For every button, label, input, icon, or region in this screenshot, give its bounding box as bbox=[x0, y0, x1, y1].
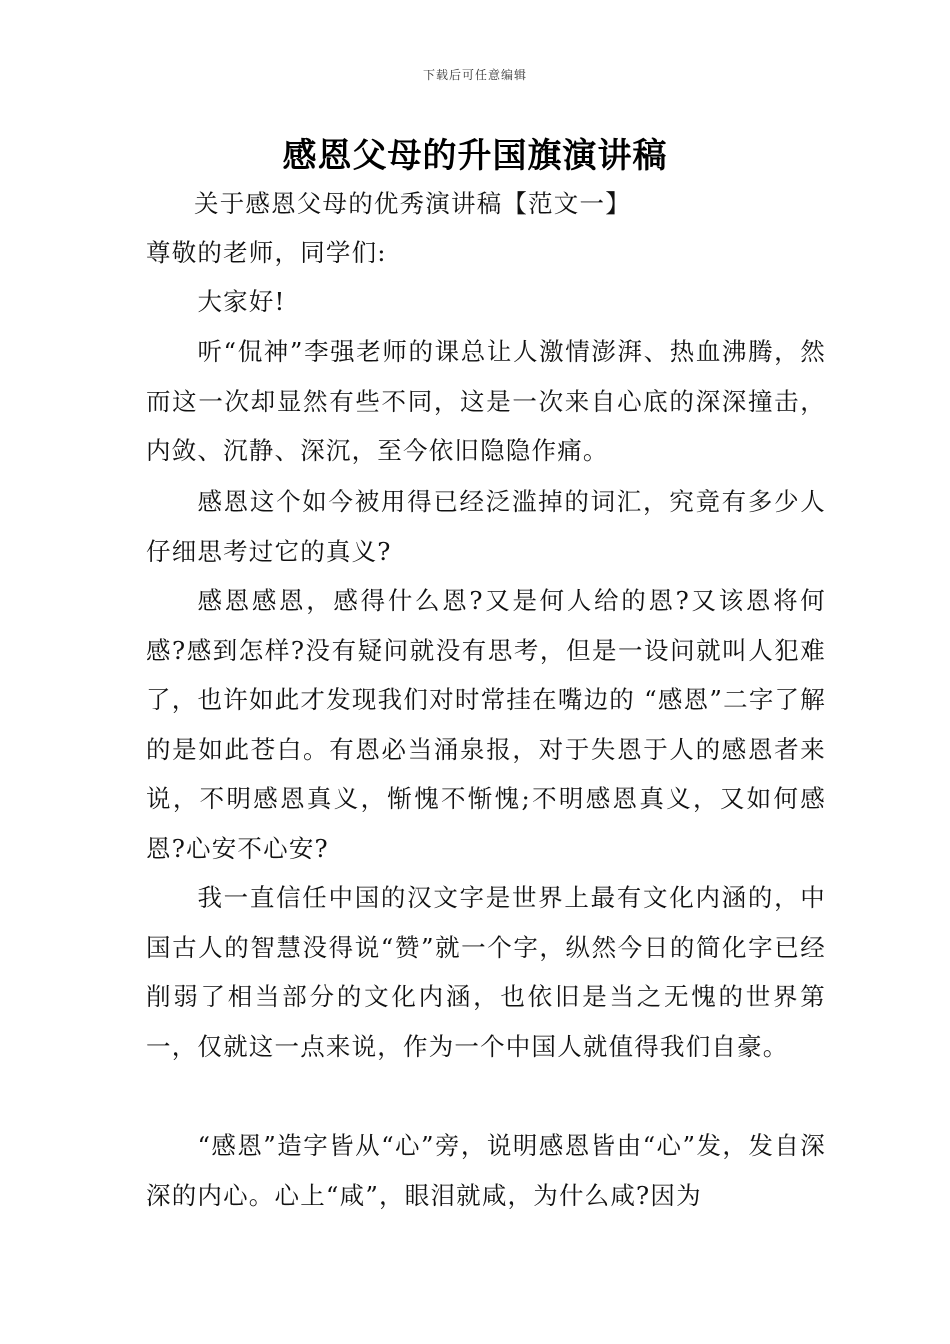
paragraph-5: “感恩”造字皆从“心”旁，说明感恩皆由“心”发，发自深深的内心。心上“咸”，眼泪就咸，为什么咸?因为 bbox=[146, 1131, 826, 1210]
document-title: 感恩父母的升国旗演讲稿 bbox=[282, 136, 668, 176]
subtitle: 关于感恩父母的优秀演讲稿【范文一】 bbox=[194, 189, 631, 218]
greeting: 大家好! bbox=[197, 287, 286, 316]
paragraph-1: 听“侃神”李强老师的课总让人激情澎湃、热血沸腾，然而这一次却显然有些不同，这是一次来自心底的深深撞击，内敛、沉静、深沉，至今依旧隐隐作痛。 bbox=[146, 337, 826, 465]
header-note: 下载后可任意编辑 bbox=[422, 68, 527, 82]
paragraph-2: 感恩这个如今被用得已经泛滥掉的词汇，究竟有多少人仔细思考过它的真义? bbox=[146, 487, 826, 566]
paragraph-3: 感恩感恩，感得什么恩?又是何人给的恩?又该恩将何感?感到怎样?没有疑问就没有思考，但是一设问就叫人犯难了，也许如此才发现我们对时常挂在嘴边的 “感恩”二字了解的是如此苍白。有恩必当涌泉报，对于失恩于人的感恩者来说，不明感恩真义，惭愧不惭愧;不明感恩真义，又如何感恩?心安不心安? bbox=[146, 586, 826, 863]
salutation: 尊敬的老师，同学们: bbox=[146, 238, 387, 267]
paragraph-4: 我一直信任中国的汉文字是世界上最有文化内涵的，中国古人的智慧没得说“赞”就一个字，纵然今日的简化字已经削弱了相当部分的文化内涵，也依旧是当之无愧的世界第一，仅就这一点来说，作为一个中国人就值得我们自豪。 bbox=[146, 883, 826, 1061]
